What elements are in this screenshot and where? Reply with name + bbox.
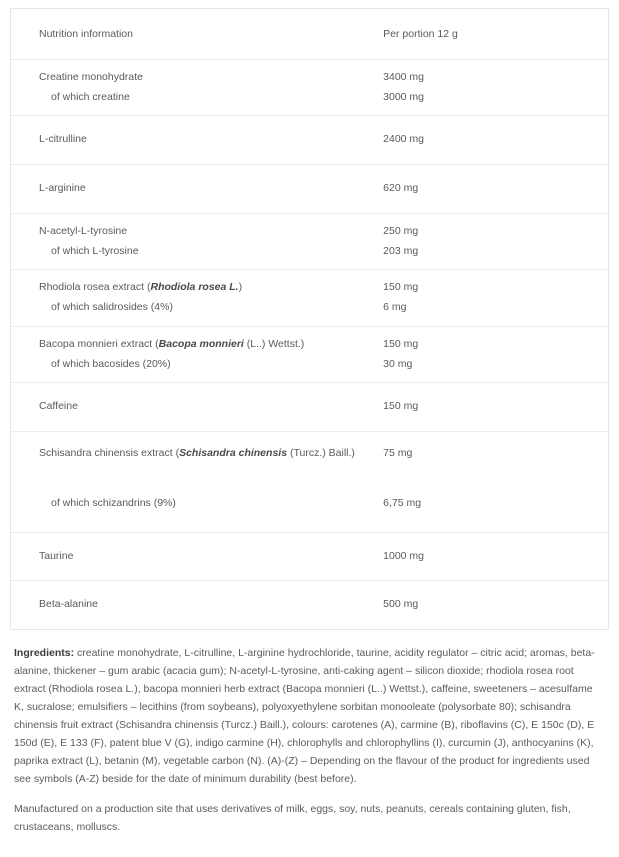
nutrient-name: Creatine monohydrate: [39, 70, 143, 83]
table-row: [11, 116, 608, 165]
table-row: [11, 270, 608, 298]
nutrition-table: [11, 9, 608, 629]
nutrient-value: 250 mg: [383, 224, 419, 237]
nutrient-name-suffix: ): [238, 281, 243, 294]
nutrient-value: 150 mg: [383, 337, 419, 350]
nutrition-table-container: [10, 8, 609, 630]
table-row: [11, 298, 608, 326]
table-row: [11, 326, 608, 354]
nutrient-name: L-arginine: [11, 165, 375, 214]
nutrient-name: Beta-alanine: [39, 598, 98, 611]
nutrient-name: [11, 432, 375, 482]
table-row: [11, 532, 608, 581]
nutrient-value: 620 mg: [375, 165, 608, 214]
nutrient-value: 150 mg: [375, 383, 608, 432]
allergen-footnote: [10, 800, 609, 836]
ingredients-section: [10, 644, 609, 788]
nutrient-name: L-citrulline: [11, 116, 375, 165]
nutrient-subvalue: 3000 mg: [375, 88, 608, 116]
table-row: [11, 581, 608, 629]
nutrient-subvalue: 203 mg: [375, 242, 608, 270]
nutrient-value: 500 mg: [383, 598, 419, 611]
nutrient-subvalue: 6,75 mg: [375, 482, 608, 532]
nutrient-name-latin: Schisandra chinensis: [179, 447, 288, 459]
nutrient-name: Taurine: [11, 532, 375, 581]
nutrient-name-latin: Rhodiola rosea L.: [150, 281, 239, 294]
column-header-nutrition: Nutrition information: [11, 9, 375, 59]
allergen-footnote-text: Manufactured on a production site that uses derivatives of milk, eggs, soy, nuts, peanuts, cereals containing gluten, fish, crustaceans, molluscs.: [14, 803, 571, 834]
nutrient-name: [11, 326, 375, 354]
table-row: [11, 59, 608, 87]
table-row: [11, 432, 608, 482]
nutrient-subname: of which L-tyrosine: [11, 242, 375, 270]
nutrient-name: Caffeine: [11, 383, 375, 432]
table-row: [11, 213, 608, 241]
nutrient-name: N-acetyl-L-tyrosine: [39, 224, 128, 237]
table-row: [11, 355, 608, 383]
nutrient-name-prefix: Bacopa monnieri extract (: [39, 337, 159, 350]
nutrient-subname: of which salidrosides (4%): [11, 298, 375, 326]
nutrient-name-prefix: Rhodiola rosea extract (: [39, 281, 151, 294]
nutrient-name-suffix: (Turcz.) Baill.): [287, 447, 355, 459]
nutrient-value: 75 mg: [383, 447, 413, 459]
ingredients-text: creatine monohydrate, L-citrulline, L-arginine hydrochloride, taurine, acidity regulator – citric acid; aromas, beta-alanine, thickener – gum arabic (acacia gum); N-acetyl-L-tyrosine, anti-caking agent – silicon dioxide; rhodiola rosea root extract (Rhodiola rosea L.), bacopa monnieri herb extract (Bacopa monnieri (L..) Wettst.), caffeine, sweeteners – acesulfame K, sucralose; emulsifiers – lecithins (from soybeans), polyoxyethylene sorbitan monooleate (polysorbate 80); schisandra chinensis fruit extract (Schisandra chinensis (Turcz.) Baill.), colours: carotenes (A), carmine (B), riboflavins (C), E 150c (D), E 150d (E), E 133 (F), patent blue V (G), indigo carmine (H), chlorophylls and chlorophyllins (I), curcumin (J), anthocyanins (K), paprika extract (L), betanin (M), vegetable carbon (N). (A)-(Z) – Depending on the flavour of the product for ingredients used see symbols (A-Z) beside for the date of minimum durability (best before).: [14, 647, 595, 786]
nutrient-subvalue: 30 mg: [375, 355, 608, 383]
nutrient-name-prefix: Schisandra chinensis extract (: [39, 447, 180, 459]
ingredients-paragraph: [14, 644, 605, 788]
table-header-row: [11, 9, 608, 59]
table-row: [11, 482, 608, 532]
ingredients-label: Ingredients:: [14, 647, 75, 659]
nutrient-subname: of which bacosides (20%): [11, 355, 375, 383]
table-row: [11, 88, 608, 116]
nutrient-name-latin: Bacopa monnieri: [158, 337, 244, 350]
nutrient-name-suffix: (L..) Wettst.): [243, 337, 305, 350]
nutrient-subname: of which schizandrins (9%): [11, 482, 375, 532]
table-row: [11, 165, 608, 214]
nutrient-subname: of which creatine: [11, 88, 375, 116]
nutrient-value: 3400 mg: [383, 70, 425, 83]
table-row: [11, 242, 608, 270]
column-header-portion: Per portion 12 g: [375, 9, 608, 59]
nutrient-value: 150 mg: [383, 281, 419, 294]
nutrient-subvalue: 6 mg: [375, 298, 608, 326]
table-row: [11, 383, 608, 432]
nutrient-value: 1000 mg: [375, 532, 608, 581]
nutrient-name: [11, 270, 375, 298]
nutrient-value: 2400 mg: [375, 116, 608, 165]
